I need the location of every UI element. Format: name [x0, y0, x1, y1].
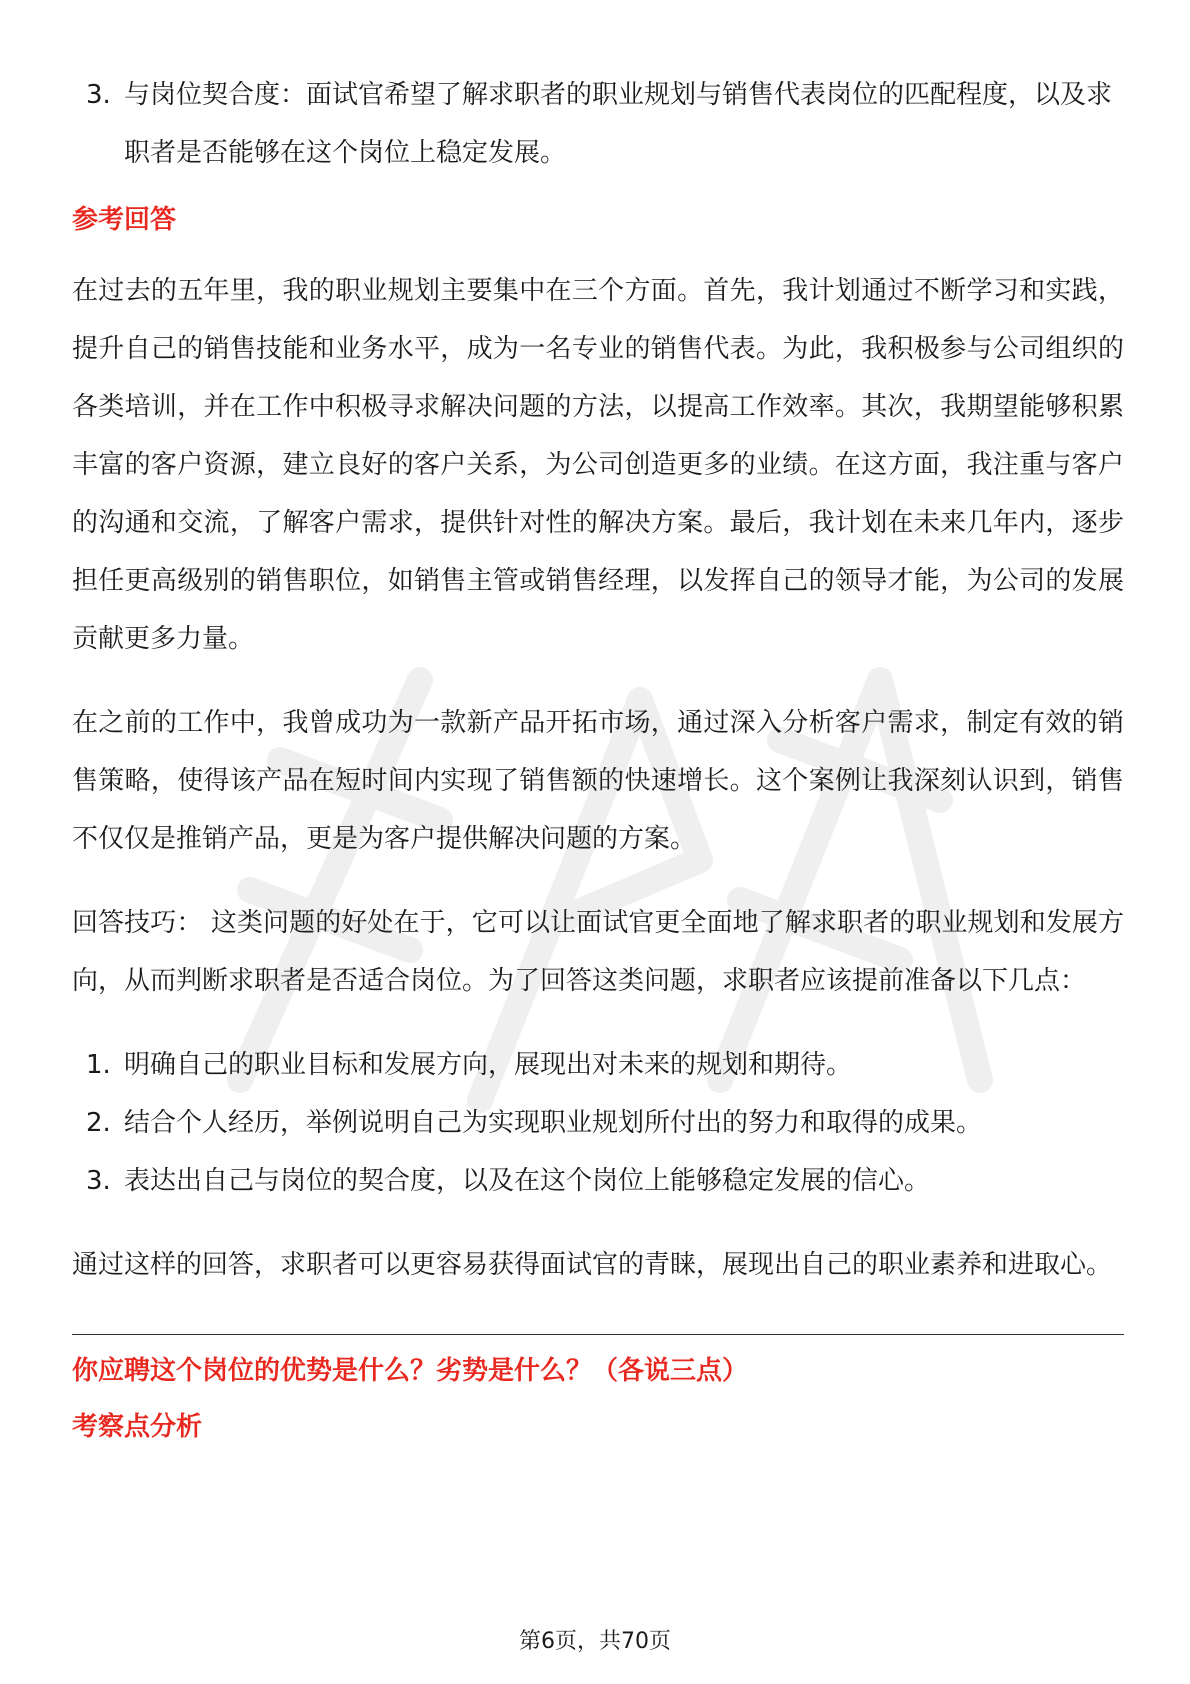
analysis-heading: 考察点分析	[72, 1412, 203, 1442]
list-item	[72, 66, 1124, 182]
answer-paragraph-1: 在过去的五年里，我的职业规划主要集中在三个方面。首先，我计划通过不断学习和实践，提升自己的销售技能和业务水平，成为一名专业的销售代表。为此，我积极参与公司组织的各类培训，并在工作中积极寻求解决问题的方法，以提高工作效率。其次，我期望能够积累丰富的客户资源，建立良好的客户关系，为公司创造更多的业绩。在这方面，我注重与客户的沟通和交流，了解客户需求，提供针对性的解决方案。最后，我计划在未来几年内，逐步担任更高级别的销售职位，如销售主管或销售经理，以发挥自己的领导才能，为公司的发展贡献更多力量。	[72, 276, 1124, 654]
tips-list	[72, 1036, 1124, 1210]
list-number: 1.	[86, 1050, 111, 1080]
list-item-text: 结合个人经历，举例说明自己为实现职业规划所付出的努力和取得的成果。	[124, 1108, 983, 1138]
list-number: 2.	[86, 1108, 111, 1138]
list-item-text: 与岗位契合度：面试官希望了解求职者的职业规划与销售代表岗位的匹配程度，以及求职者是否能够在这个岗位上稳定发展。	[124, 80, 1113, 168]
list-item	[72, 1094, 1124, 1152]
page-footer: 第6页，共70页	[519, 1629, 671, 1654]
answer-paragraph-2: 在之前的工作中，我曾成功为一款新产品开拓市场，通过深入分析客户需求，制定有效的销售策略，使得该产品在短时间内实现了销售额的快速增长。这个案例让我深刻认识到，销售不仅仅是推销产品，更是为客户提供解决问题的方案。	[72, 708, 1124, 854]
list-item-text: 明确自己的职业目标和发展方向，展现出对未来的规划和期待。	[124, 1050, 853, 1080]
closing-paragraph: 通过这样的回答，求职者可以更容易获得面试官的青睐，展现出自己的职业素养和进取心。	[72, 1250, 1113, 1280]
list-item-text: 表达出自己与岗位的契合度，以及在这个岗位上能够稳定发展的信心。	[124, 1166, 931, 1196]
answer-heading: 参考回答	[72, 205, 177, 235]
list-item	[72, 1152, 1124, 1210]
tips-intro-paragraph: 回答技巧： 这类问题的好处在于，它可以让面试官更全面地了解求职者的职业规划和发展方向，从而判断求职者是否适合岗位。为了回答这类问题，求职者应该提前准备以下几点：	[72, 908, 1124, 996]
criteria-list	[72, 66, 1124, 182]
list-number: 3.	[86, 1166, 111, 1196]
list-number: 3.	[86, 80, 111, 110]
list-item	[72, 1036, 1124, 1094]
question-heading: 你应聘这个岗位的优势是什么？劣势是什么？（各说三点）	[72, 1356, 749, 1386]
document-body	[72, 66, 1124, 1447]
